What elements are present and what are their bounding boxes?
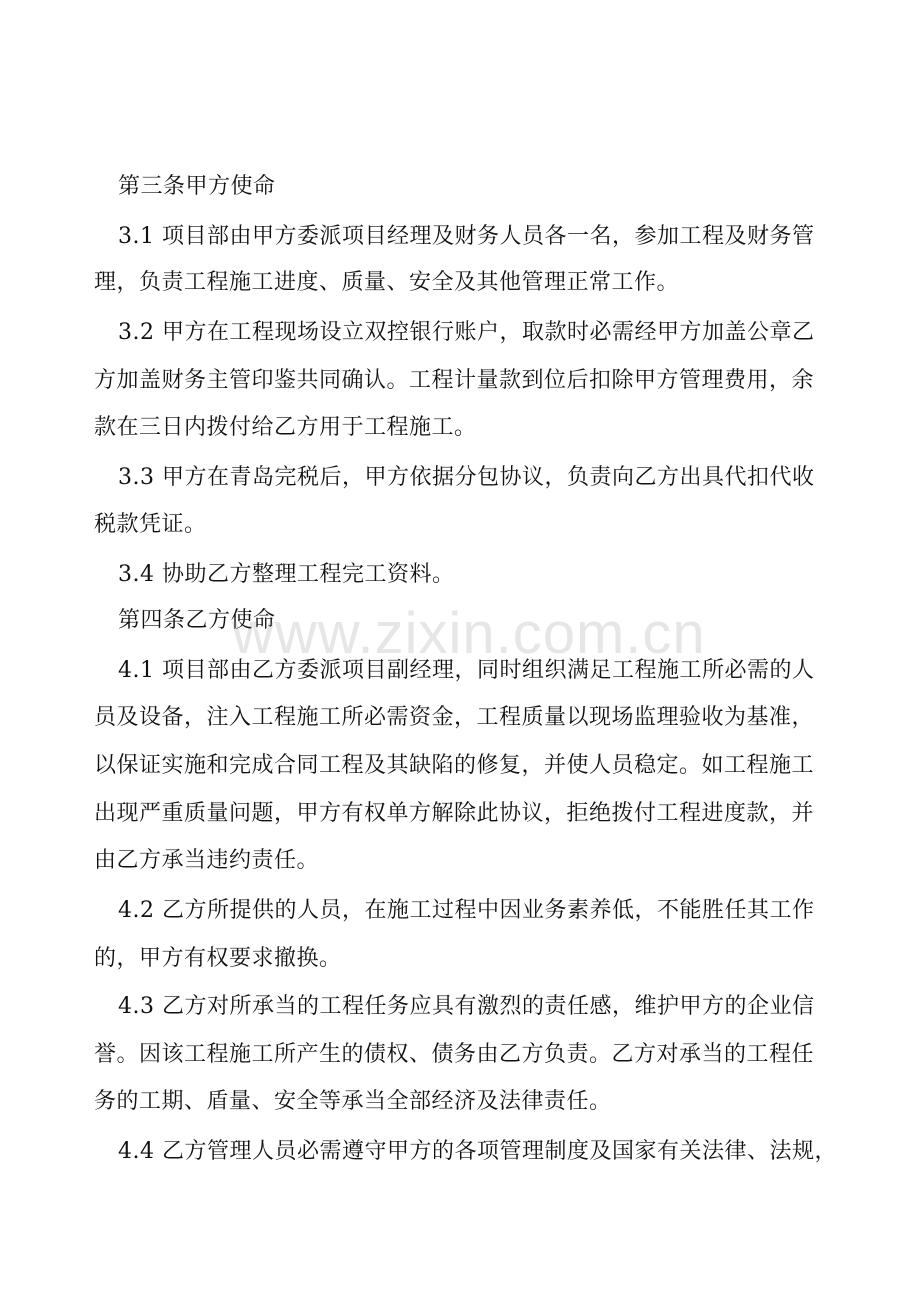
paragraph-line: 理，负责工程施工进度、质量、安全及其他管理正常工作。 — [94, 270, 680, 295]
paragraph-line: 4.4 乙方管理人员必需遵守甲方的各项管理制度及国家有关法律、法规， — [118, 1139, 837, 1164]
paragraph-line: 款在三日内拨付给乙方用于工程施工。 — [94, 415, 477, 440]
paragraph-line: 3.2 甲方在工程现场设立双控银行账户，取款时必需经甲方加盖公章乙 — [118, 320, 815, 345]
paragraph-line: 以保证实施和完成合同工程及其缺陷的修复，并使人员稳定。如工程施工 — [94, 753, 815, 778]
paragraph-line: 3.3 甲方在青岛完税后，甲方依据分包协议，负责向乙方出具代扣代收 — [118, 465, 815, 490]
paragraph-line: 员及设备，注入工程施工所必需资金，工程质量以现场监理验收为基准， — [94, 705, 815, 730]
watermark: www.zixin.com.cn — [232, 601, 706, 666]
paragraph-line: 由乙方承当违约责任。 — [94, 848, 320, 873]
paragraph-line: 4.3 乙方对所承当的工程任务应具有激烈的责任感，维护甲方的企业信 — [118, 994, 815, 1019]
paragraph-line: 4.2 乙方所提供的人员，在施工过程中因业务素养低，不能胜任其工作 — [118, 898, 815, 923]
paragraph-line: 务的工期、盾量、安全等承当全部经济及法律责任。 — [94, 1089, 612, 1114]
paragraph-line: 方加盖财务主管印鉴共同确认。工程计量款到位后扣除甲方管理费用，余 — [94, 368, 815, 393]
paragraph-line: 4.1 项目部由乙方委派项目副经理，同时组织满足工程施工所必需的人 — [118, 658, 815, 683]
paragraph-line: 出现严重质量问题，甲方有权单方解除此协议，拒绝拨付工程进度款，并 — [94, 801, 815, 826]
section-heading-3: 第三条甲方使命 — [118, 174, 276, 199]
section-heading-4: 第四条乙方使命 — [118, 608, 276, 633]
paragraph-line: 的，甲方有权要求撤换。 — [94, 946, 342, 971]
paragraph-line: 3.4 协助乙方整理工程完工资料。 — [118, 562, 455, 587]
paragraph-line: 誉。因该工程施工所产生的债权、债务由乙方负责。乙方对承当的工程任 — [94, 1042, 815, 1067]
paragraph-line: 税款凭证。 — [94, 512, 207, 537]
paragraph-line: 3.1 项目部由甲方委派项目经理及财务人员各一名，参加工程及财务管 — [118, 224, 815, 249]
